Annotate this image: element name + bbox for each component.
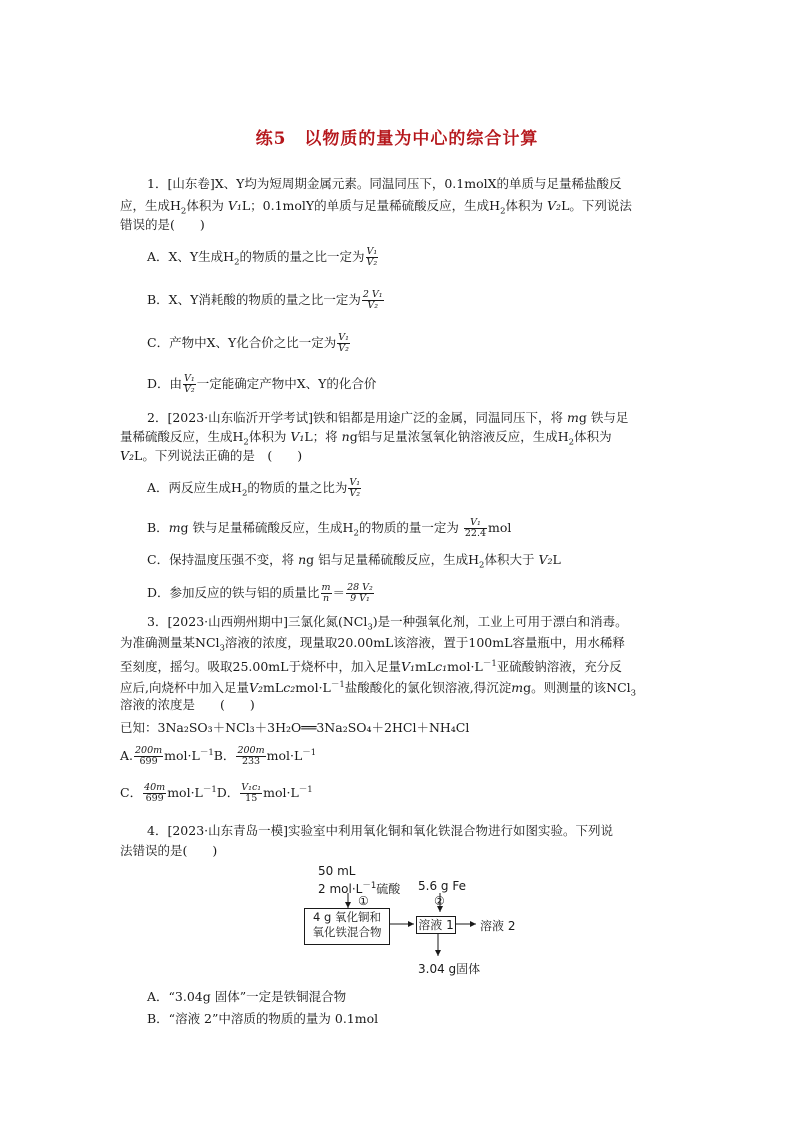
q1-line-1: 1．[山东卷]X、Y均为短周期金属元素。同温同压下，0.1molX的单质与足量稀盐酸反 <box>147 176 622 191</box>
q4-line-2: 法错误的是( ) <box>120 843 218 858</box>
solution-1-box: 溶液 1 <box>416 916 456 934</box>
fraction: $\frac{\text{2 V₁}}{\text{V₂}}$ <box>362 289 383 311</box>
fraction: $\frac{200m}{699}$ <box>135 745 163 768</box>
step-2-label: ② <box>434 894 445 908</box>
q3-options-cd: C． $\frac{40m}{699}$ $mol\cdot L^{-1}D$． $\frac{\text{V₁c₁}}{15}$ $mol\cdot L^{-1}$ <box>120 782 313 805</box>
q1-option-b: B．X、Y消耗酸的物质的量之比一定为 $\frac{\text{2 V₁}}{\text{V₂}}$ <box>147 289 383 311</box>
q3-line-3: 至刻度，摇匀。吸取25.00mL于烧杯中，加入足量$V_1mLc_1mol\cdot L^{-1}$亚硫酸钠溶液，充分反 <box>120 659 622 675</box>
fraction: $\frac{200m}{233}$ <box>237 745 265 768</box>
fraction: $\frac{m}{n}$ <box>321 582 331 604</box>
acid-concentration-label: 2 $mol\cdot L^{-1}$硫酸 <box>318 881 401 896</box>
q1-option-a: A．X、Y生成$H_2$的物质的量之比一定为 $\frac{\text{V₁}}{\text{V₂}}$ <box>147 246 378 268</box>
fraction: $\frac{\text{V₁}}{\text{V₂}}$ <box>338 332 349 354</box>
q3-options-ab: A. $\frac{200m}{699}$ $mol\cdot L^{-1}B$． $\frac{200m}{233}$ $mol\cdot L^{-1}$ <box>120 745 317 768</box>
q3-line-5: 溶液的浓度是 ( ) <box>120 697 255 712</box>
page-title: 练5 以物质的量为中心的综合计算 <box>255 129 539 149</box>
solid-mass-label: 3.04 g固体 <box>418 962 481 976</box>
q4-line-1: 4．[2023·山东青岛一模]实验室中利用氧化铜和氧化铁混合物进行如图实验。下列说 <box>147 823 613 838</box>
fraction: $\frac{\text{V₁}}{22.4}$ <box>464 517 487 539</box>
fraction: $\frac{\text{V₁c₁}}{15}$ <box>241 782 262 805</box>
q3-line-1: 3．[2023·山西朔州期中]三氯化氮(NCl$_3$)是一种强氧化剂，工业上可用于漂白和消毒。 <box>147 614 628 633</box>
solution-2-label: 溶液 2 <box>480 919 516 933</box>
q3-line-2: 为准确测量某NCl$_3$溶液的浓度，现量取20.00mL该溶液，置于100mL容量瓶中，用水稀释 <box>120 635 625 654</box>
oxide-mixture-box: 4 g 氧化铜和 氧化铁混合物 <box>304 908 390 945</box>
q2-line-3: V₂L。下列说法正确的是 ( ) <box>120 448 303 463</box>
step-1-label: ① <box>358 894 369 908</box>
q4-option-a: A．“3.04g 固体”一定是铁铜混合物 <box>147 989 347 1004</box>
iron-mass-label: 5.6 g Fe <box>418 879 466 893</box>
q2-option-c: C．保持温度压强不变，将 ng 铝与足量稀硫酸反应，生成$H_2$体积大于 V₂L <box>147 552 561 571</box>
q1-line-3: 错误的是( ) <box>120 217 205 232</box>
fraction: $\frac{40m}{699}$ <box>144 782 166 805</box>
q1-line-2: 应，生成$H_2$体积为 V₁L；0.1molY的单质与足量稀硫酸反应，生成$H_2$体积为 V₂L。下列说法 <box>120 198 632 217</box>
experiment-diagram <box>290 860 530 980</box>
q3-line-4: 应后,向烧杯中加入足量$V_2mLc_2mol\cdot L^{-1}$盐酸酸化的氯化钡溶液,得沉淀mg。则测量的该NCl$_3$ <box>120 680 637 699</box>
fraction: $\frac{\text{V₁}}{\text{V₂}}$ <box>184 373 195 395</box>
q1-option-d: D．由 $\frac{\text{V₁}}{\text{V₂}}$ 一定能确定产物中X、Y的化合价 <box>147 373 377 395</box>
q2-line-1: 2．[2023·山东临沂开学考试]铁和铝都是用途广泛的金属，同温同压下，将 mg 铁与足 <box>147 410 629 425</box>
q1-option-c: C．产物中X、Y化合价之比一定为 $\frac{\text{V₁}}{\text{V₂}}$ <box>147 332 349 354</box>
fraction: $\frac{\text{28 V₂}}{\text{9 V₁}}$ <box>347 582 373 604</box>
q2-line-2: 量稀硫酸反应，生成$H_2$体积为 V₁L；将 ng铝与足量浓氢氧化钠溶液反应，生成$H_2$体积为 <box>120 429 612 448</box>
q4-option-b: B．“溶液 2”中溶质的物质的量为 0.1mol <box>147 1011 379 1026</box>
fraction: $\frac{\text{V₁}}{\text{V₂}}$ <box>366 246 378 268</box>
q2-option-b: B．mg 铁与足量稀硫酸反应，生成$H_2$的物质的量一定为 $\frac{\text{V₁}}{22.4}$ mol <box>147 517 512 539</box>
acid-volume-label: 50 mL <box>318 864 356 878</box>
q3-known-equation: 已知：3Na₂SO₃＋NCl₃＋3H₂O══3Na₂SO₄＋2HCl＋NH₄Cl <box>120 720 470 735</box>
q2-option-a: A．两反应生成$H_2$的物质的量之比为 $\frac{\text{V₁}}{\text{V₂}}$ <box>147 477 361 499</box>
q2-option-d: D．参加反应的铁与铝的质量比 $\frac{m}{n}$ ＝ $\frac{\text{28 V₂}}{\text{9 V₁}}$ <box>147 582 373 604</box>
fraction: $\frac{\text{V₁}}{\text{V₂}}$ <box>349 477 361 499</box>
